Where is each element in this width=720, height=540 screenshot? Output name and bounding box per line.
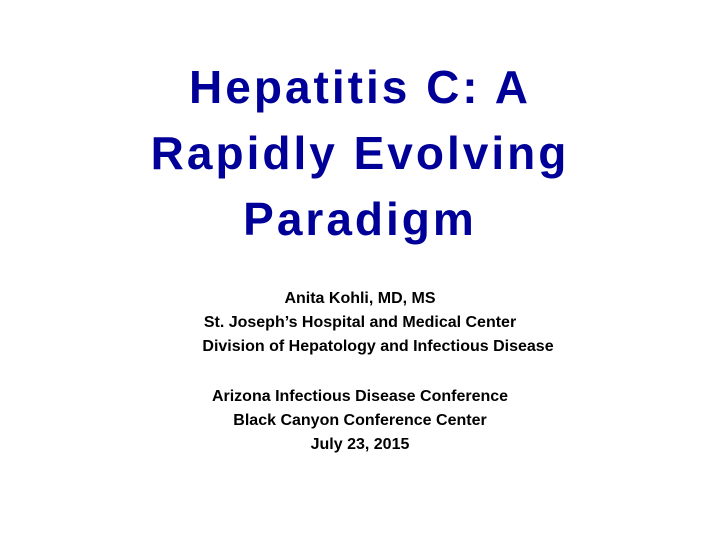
author-info	[0, 287, 720, 359]
author-name: Anita Kohli, MD, MS	[284, 290, 436, 307]
conference-name: Arizona Infectious Disease Conference	[211, 388, 509, 405]
conference-info	[0, 385, 720, 457]
author-hospital: St. Joseph’s Hospital and Medical Center	[203, 314, 517, 331]
title-line-2: Rapidly Evolving	[150, 127, 570, 179]
conference-venue: Black Canyon Conference Center	[233, 412, 487, 429]
conference-date: July 23, 2015	[310, 436, 410, 453]
title-line-1: Hepatitis C: A	[189, 61, 531, 113]
slide-title	[60, 54, 660, 252]
author-division: Division of Hepatology and Infectious Disease	[202, 338, 554, 355]
title-line-3: Paradigm	[243, 193, 477, 245]
